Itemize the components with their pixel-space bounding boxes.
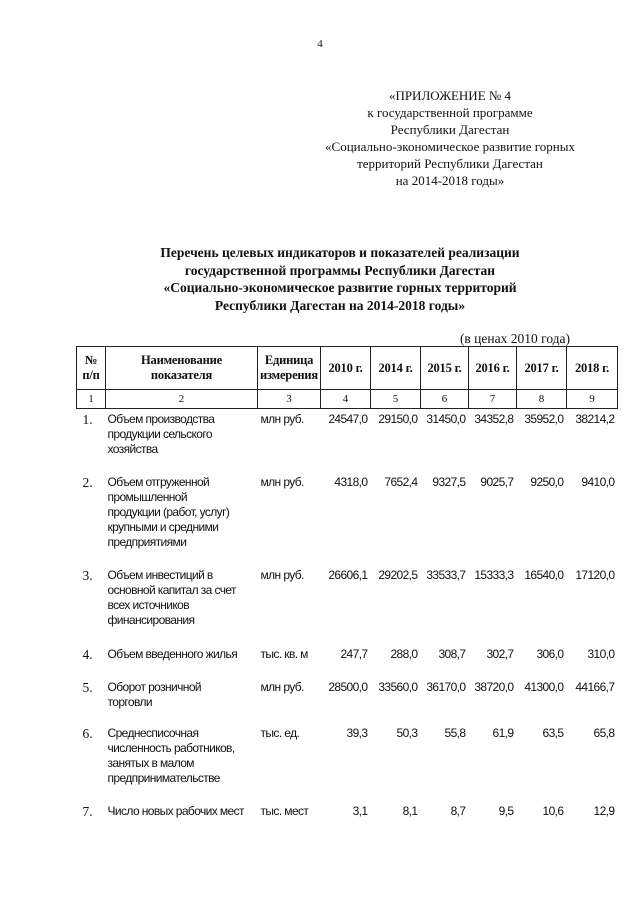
header-2017: 2017 г. — [517, 347, 567, 390]
header-name: Наименование показателя — [106, 347, 258, 390]
value-2010: 4318,0 — [334, 474, 368, 489]
row-number: 3. — [82, 567, 93, 583]
indicator-name: Среднесписочная численность работников, занятых в малом предпринимательстве — [107, 725, 235, 785]
appendix-line: Республики Дагестан — [390, 122, 510, 137]
value-2010: 28500,0 — [328, 679, 368, 694]
table-row — [77, 677, 618, 723]
value-2016: 302,7 — [486, 646, 514, 661]
value-2015: 9327,5 — [432, 474, 466, 489]
value-2016: 38720,0 — [474, 679, 514, 694]
appendix-line: к государственной программе — [367, 105, 533, 120]
value-2018: 9410,0 — [581, 474, 615, 489]
appendix-line: «ПРИЛОЖЕНИЕ № 4 — [388, 88, 512, 103]
indicator-name: Объем отгруженной промышленной продукции (работ, услуг) крупными и средними предприятиями — [107, 474, 230, 549]
value-2016: 34352,8 — [474, 412, 514, 426]
value-2014: 33560,0 — [378, 679, 418, 694]
unit-cell: млн руб. — [260, 567, 304, 582]
unit-cell: млн руб. — [260, 412, 304, 426]
indicator-name: Объем производства продукции сельского хозяйства — [107, 412, 215, 456]
value-2017: 306,0 — [536, 646, 564, 661]
value-2016: 15333,3 — [474, 567, 514, 582]
table-row — [77, 723, 618, 801]
value-2016: 61,9 — [492, 725, 514, 740]
page-number: 4 — [317, 38, 323, 50]
row-number: 6. — [82, 725, 93, 741]
unit-cell: тыс. мест — [260, 803, 309, 818]
value-2014: 288,0 — [390, 646, 418, 661]
value-2014: 50,3 — [396, 725, 418, 740]
table-row — [77, 472, 618, 565]
indicator-name: Объем инвестиций в основной капитал за счет всех источников финансирования — [107, 567, 236, 627]
value-2017: 35952,0 — [524, 412, 564, 426]
table-row — [77, 409, 618, 472]
column-number: 4 — [321, 390, 371, 409]
value-2016: 9025,7 — [480, 474, 514, 489]
value-2018: 44166,7 — [575, 679, 615, 694]
header-2018: 2018 г. — [567, 347, 618, 390]
unit-cell: млн руб. — [260, 474, 304, 489]
indicator-name: Число новых рабочих мест — [107, 803, 244, 818]
row-number: 7. — [82, 803, 93, 819]
value-2014: 8,1 — [402, 803, 418, 818]
header-num: № п/п — [77, 347, 106, 390]
row-number: 2. — [82, 474, 93, 490]
value-2017: 9250,0 — [530, 474, 564, 489]
value-2018: 310,0 — [587, 646, 615, 661]
unit-cell: тыс. кв. м — [260, 646, 308, 661]
header-2014: 2014 г. — [371, 347, 421, 390]
appendix-line: территорий Республики Дагестан — [357, 156, 543, 171]
value-2018: 65,8 — [593, 725, 615, 740]
value-2018: 12,9 — [593, 803, 615, 818]
column-number: 6 — [421, 390, 469, 409]
value-2018: 38214,2 — [575, 412, 615, 426]
unit-cell: тыс. ед. — [260, 725, 300, 740]
title-line: Перечень целевых индикаторов и показателей реализации — [160, 245, 520, 260]
value-2014: 29150,0 — [378, 412, 418, 426]
value-2016: 9,5 — [498, 803, 514, 818]
document-title — [40, 244, 640, 314]
value-2014: 29202,5 — [378, 567, 418, 582]
header-2016: 2016 г. — [469, 347, 517, 390]
header-unit: Единица измерения — [258, 347, 321, 390]
value-2015: 36170,0 — [426, 679, 466, 694]
value-2015: 33533,7 — [426, 567, 466, 582]
value-2015: 308,7 — [438, 646, 466, 661]
appendix-line: «Социально-экономическое развитие горных — [325, 139, 575, 154]
indicators-table — [76, 346, 618, 831]
header-2010: 2010 г. — [321, 347, 371, 390]
column-number: 1 — [77, 390, 106, 409]
column-number-row — [77, 390, 618, 409]
indicator-name: Объем введенного жилья — [107, 646, 238, 661]
appendix-heading — [290, 87, 610, 189]
value-2017: 16540,0 — [524, 567, 564, 582]
value-2010: 39,3 — [346, 725, 368, 740]
header-2015: 2015 г. — [421, 347, 469, 390]
column-number: 8 — [517, 390, 567, 409]
value-2017: 41300,0 — [524, 679, 564, 694]
unit-cell: млн руб. — [260, 679, 304, 694]
column-number: 7 — [469, 390, 517, 409]
title-line: Республики Дагестан на 2014-2018 годы» — [214, 297, 466, 313]
column-number: 9 — [567, 390, 618, 409]
value-2014: 7652,4 — [384, 474, 418, 489]
value-2017: 63,5 — [542, 725, 564, 740]
header-row — [77, 347, 618, 390]
row-number: 5. — [82, 679, 93, 695]
table-row — [77, 565, 618, 644]
value-2015: 55,8 — [444, 725, 466, 740]
row-number: 4. — [82, 646, 93, 662]
column-number: 3 — [258, 390, 321, 409]
title-line: «Социально-экономическое развитие горных территорий — [163, 280, 517, 295]
value-2015: 31450,0 — [426, 412, 466, 426]
price-note: (в ценах 2010 года) — [459, 331, 571, 346]
value-2015: 8,7 — [450, 803, 466, 818]
column-number: 2 — [106, 390, 258, 409]
table-row — [77, 644, 618, 677]
table-row — [77, 801, 618, 831]
row-number: 1. — [82, 412, 93, 427]
value-2010: 26606,1 — [328, 567, 368, 582]
column-number: 5 — [371, 390, 421, 409]
indicator-name: Оборот розничной торговли — [107, 679, 201, 709]
appendix-line: на 2014-2018 годы» — [395, 173, 505, 188]
title-line: государственной программы Республики Дагестан — [184, 262, 496, 278]
value-2010: 247,7 — [340, 646, 368, 661]
value-2010: 24547,0 — [328, 412, 368, 426]
value-2010: 3,1 — [352, 803, 368, 818]
value-2017: 10,6 — [542, 803, 564, 818]
value-2018: 17120,0 — [575, 567, 615, 582]
